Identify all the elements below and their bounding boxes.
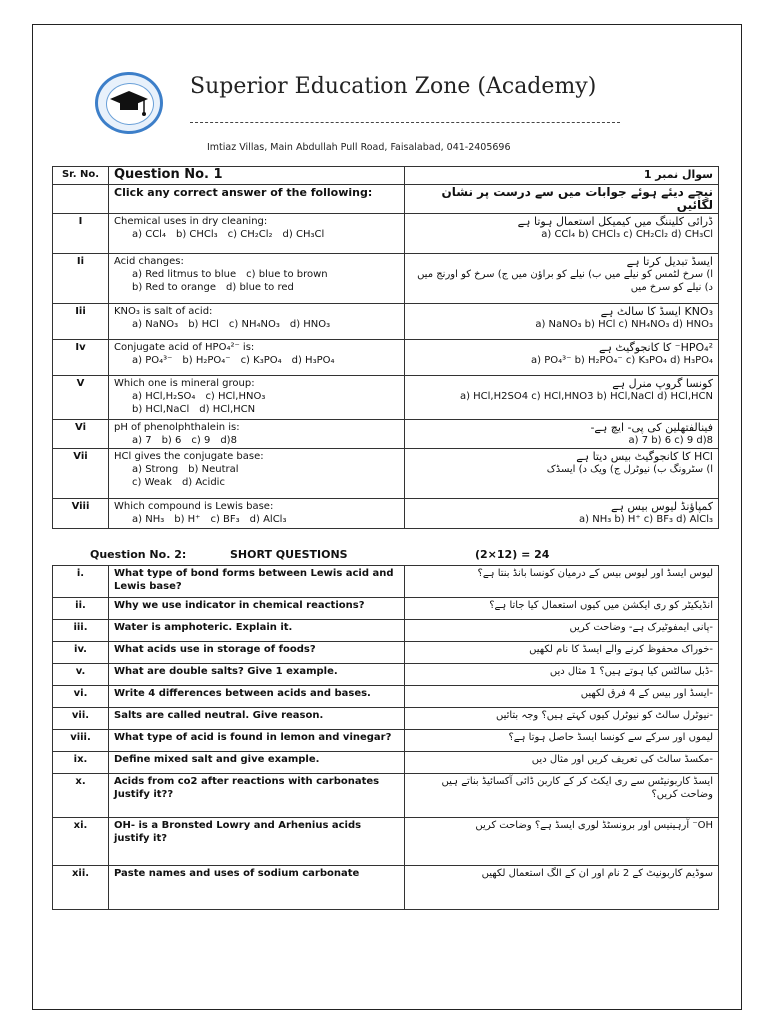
options-urdu: a) 7 b) 6 c) 9 d)8 xyxy=(628,435,713,446)
option-b[interactable]: c) Weak xyxy=(132,477,172,488)
option-a[interactable]: a) CCl₄ xyxy=(132,229,166,240)
question-text: Why we use indicator in chemical reactions? xyxy=(109,598,405,620)
option-c[interactable]: c) blue to brown xyxy=(246,269,328,280)
mcq-row xyxy=(53,449,719,499)
question-text: Water is amphoteric. Explain it. xyxy=(109,620,405,642)
question-number: Viii xyxy=(53,499,109,529)
question-number: iii. xyxy=(53,620,109,642)
option-c[interactable]: c) CH₂Cl₂ xyxy=(227,229,273,240)
option-d[interactable]: d) H₃PO₄ xyxy=(291,355,335,366)
question-number: v. xyxy=(53,664,109,686)
graduation-cap-icon xyxy=(108,87,150,121)
option-a[interactable]: a) Red litmus to blue xyxy=(132,269,237,280)
question-number: V xyxy=(53,376,109,420)
question-cell xyxy=(109,449,405,499)
question-2-subtitle: SHORT QUESTIONS xyxy=(230,548,348,561)
question-text-urdu: HPO₄²⁻ کا کانجوگیٹ ہے xyxy=(599,341,713,354)
question-number: xi. xyxy=(53,818,109,866)
mcq-row xyxy=(53,376,719,420)
question-text-urdu: کمپاؤنڈ لیوس بیس ہے xyxy=(611,500,713,513)
question-text-urdu: ایسڈ کاربونیٹس سے ری ایکٹ کر کے کاربن ڈائی آکسائیڈ بناتے ہیں وضاحت کریں؟ xyxy=(405,774,719,818)
option-d[interactable]: d) Acidic xyxy=(181,477,225,488)
question-number: vi. xyxy=(53,686,109,708)
mcq-row xyxy=(53,340,719,376)
question-text: KNO₃ is salt of acid: xyxy=(114,306,213,317)
question-number: vii. xyxy=(53,708,109,730)
short-question-row xyxy=(53,774,719,818)
options-urdu: a) NaNO₃ b) HCl c) NH₄NO₃ d) HNO₃ xyxy=(535,319,713,330)
option-d[interactable]: d) HNO₃ xyxy=(289,319,331,330)
option-b[interactable]: b) Red to orange xyxy=(132,282,217,293)
address: Imtiaz Villas, Main Abdullah Pull Road, Faisalabad, 041-2405696 xyxy=(207,142,511,153)
options-urdu: a) CCl₄ b) CHCl₃ c) CH₂Cl₂ d) CH₃Cl xyxy=(541,229,713,240)
instruction-urdu: نیچے دیئے ہوئے جوابات میں سے درست پر نشان لگائیں xyxy=(405,185,719,214)
short-question-row xyxy=(53,818,719,866)
question-number: i. xyxy=(53,566,109,598)
question-text: Write 4 differences between acids and bases. xyxy=(109,686,405,708)
question-text: Acids from co2 after reactions with carbonates Justify it?? xyxy=(109,774,405,818)
option-a[interactable]: a) 7 xyxy=(132,435,152,446)
question-text-urdu: ڈرائی کلیننگ میں کیمیکل استعمال ہوتا ہے xyxy=(517,215,713,228)
question-text: pH of phenolphthalein is: xyxy=(114,422,240,433)
urdu-cell xyxy=(405,214,719,254)
question-text-urdu: -ڈبل سالٹس کیا ہوتے ہیں؟ 1 مثال دیں xyxy=(405,664,719,686)
option-b[interactable]: b) HCl xyxy=(188,319,219,330)
short-question-row xyxy=(53,620,719,642)
question-text-urdu: انڈیکیٹر کو ری ایکشن میں کیوں استعمال کیا جاتا ہے؟ xyxy=(405,598,719,620)
question-text-urdu: -خوراک محفوظ کرنے والے ایسڈ کا نام لکھیں xyxy=(405,642,719,664)
question-text-urdu: -پانی ایمفوٹیرک ہے- وضاحت کریں xyxy=(405,620,719,642)
short-question-row xyxy=(53,708,719,730)
question-number: ii. xyxy=(53,598,109,620)
question-cell xyxy=(109,376,405,420)
question-text-urdu: سوڈیم کاربونیٹ کے 2 نام اور ان کے الگ استعمال لکھیں xyxy=(405,866,719,910)
option-d[interactable]: d) HCl,HCN xyxy=(199,404,256,415)
option-a[interactable]: a) HCl,H₂SO₄ xyxy=(132,391,196,402)
question-text: Conjugate acid of HPO₄²⁻ is: xyxy=(114,342,255,353)
sr-no-header: Sr. No. xyxy=(53,167,109,185)
options-urdu: ا) سٹرونگ ب) نیوٹرل ج) ویک د) ایسڈک xyxy=(546,464,713,475)
question-cell xyxy=(109,499,405,529)
question-text-urdu: کونسا گروپ منرل ہے xyxy=(612,377,713,390)
short-question-row xyxy=(53,752,719,774)
option-d[interactable]: d) blue to red xyxy=(226,282,294,293)
question-text: What type of bond forms between Lewis acid and Lewis base? xyxy=(109,566,405,598)
question-text: Define mixed salt and give example. xyxy=(109,752,405,774)
question-number: Iv xyxy=(53,340,109,376)
page-title: Superior Education Zone (Academy) xyxy=(190,74,597,99)
question-cell xyxy=(109,304,405,340)
question-text-urdu: OH⁻ آرہینیس اور برونسٹڈ لوری ایسڈ ہے؟ وضاحت کریں xyxy=(405,818,719,866)
question-text: Which compound is Lewis base: xyxy=(114,501,274,512)
question-number: Vi xyxy=(53,420,109,449)
question-text: What are double salts? Give 1 example. xyxy=(109,664,405,686)
academy-logo xyxy=(95,72,163,134)
question-text-urdu: -نیوٹرل سالٹ کو نیوٹرل کیوں کہتے ہیں؟ وجہ بتائیں xyxy=(405,708,719,730)
option-b[interactable]: b) CHCl₃ xyxy=(175,229,218,240)
option-c[interactable]: c) 9 xyxy=(191,435,211,446)
question-text-urdu: فینالفتھلین کی پی- ایچ ہے- xyxy=(590,421,713,434)
question-cell xyxy=(109,340,405,376)
short-question-row xyxy=(53,642,719,664)
question-text: Chemical uses in dry cleaning: xyxy=(114,216,268,227)
urdu-cell xyxy=(405,420,719,449)
question-text: Paste names and uses of sodium carbonate xyxy=(109,866,405,910)
short-question-row xyxy=(53,866,719,910)
urdu-cell xyxy=(405,254,719,304)
options-urdu: a) PO₄³⁻ b) H₂PO₄⁻ c) K₃PO₄ d) H₃PO₄ xyxy=(530,355,713,366)
option-b[interactable]: b) 6 xyxy=(161,435,182,446)
question-number: x. xyxy=(53,774,109,818)
question-text-urdu: لیموں اور سرکے سے کونسا ایسڈ حاصل ہوتا ہے؟ xyxy=(405,730,719,752)
options-urdu: a) NH₃ b) H⁺ c) BF₃ d) AlCl₃ xyxy=(579,514,713,525)
question-text-urdu: -مکسڈ سالٹ کی تعریف کریں اور مثال دیں xyxy=(405,752,719,774)
question-2-title: Question No. 2: xyxy=(90,548,187,561)
short-question-row xyxy=(53,730,719,752)
urdu-cell xyxy=(405,376,719,420)
short-question-row xyxy=(53,664,719,686)
option-c[interactable]: c) NH₄NO₃ xyxy=(228,319,280,330)
option-a[interactable]: a) NaNO₃ xyxy=(132,319,179,330)
option-a[interactable]: a) Strong xyxy=(132,464,179,475)
empty-cell xyxy=(53,185,109,214)
question-number: viii. xyxy=(53,730,109,752)
short-question-row xyxy=(53,566,719,598)
question-number: ix. xyxy=(53,752,109,774)
question-cell xyxy=(109,254,405,304)
mcq-row xyxy=(53,214,719,254)
urdu-cell xyxy=(405,499,719,529)
mcq-row xyxy=(53,304,719,340)
option-b[interactable]: b) H⁺ xyxy=(174,514,201,525)
question-text-urdu: -ایسڈ اور بیس کے 4 فرق لکھیں xyxy=(405,686,719,708)
option-a[interactable]: a) PO₄³⁻ xyxy=(132,355,173,366)
option-b[interactable]: b) H₂PO₄⁻ xyxy=(182,355,231,366)
urdu-cell xyxy=(405,304,719,340)
question-text-urdu: ایسڈ تبدیل کرتا ہے xyxy=(626,255,713,268)
mcq-row xyxy=(53,254,719,304)
question-text: What acids use in storage of foods? xyxy=(109,642,405,664)
question-text-urdu: KNO₃ ایسڈ کا سالٹ ہے xyxy=(600,305,713,318)
mcq-table xyxy=(52,166,719,529)
option-d[interactable]: d) AlCl₃ xyxy=(249,514,287,525)
question-text: Which one is mineral group: xyxy=(114,378,255,389)
question-text: OH- is a Bronsted Lowry and Arhenius acids justify it? xyxy=(109,818,405,866)
mcq-row xyxy=(53,420,719,449)
question-number: iv. xyxy=(53,642,109,664)
question-cell xyxy=(109,420,405,449)
question-text: Salts are called neutral. Give reason. xyxy=(109,708,405,730)
urdu-cell xyxy=(405,449,719,499)
short-questions-table xyxy=(52,565,719,910)
question-text-urdu: لیوس ایسڈ اور لیوس بیس کے درمیان کونسا بانڈ بنتا ہے؟ xyxy=(405,566,719,598)
option-c[interactable]: b) Neutral xyxy=(188,464,239,475)
question-number: xii. xyxy=(53,866,109,910)
option-c[interactable]: c) BF₃ xyxy=(210,514,240,525)
short-question-row xyxy=(53,686,719,708)
urdu-cell xyxy=(405,340,719,376)
question-text: HCl gives the conjugate base: xyxy=(114,451,264,462)
option-c[interactable]: c) K₃PO₄ xyxy=(240,355,282,366)
question-1-title-urdu: سوال نمبر 1 xyxy=(405,167,719,185)
option-d[interactable]: d)8 xyxy=(220,435,237,446)
option-b[interactable]: b) HCl,NaCl xyxy=(132,404,190,415)
question-1-title: Question No. 1 xyxy=(109,167,405,185)
question-number: Ii xyxy=(53,254,109,304)
mcq-row xyxy=(53,499,719,529)
question-text: Acid changes: xyxy=(114,256,184,267)
option-a[interactable]: a) NH₃ xyxy=(132,514,165,525)
question-2-marks: (2×12) = 24 xyxy=(475,548,550,561)
instruction: Click any correct answer of the following: xyxy=(109,185,405,214)
options-urdu: ا) سرخ لٹمس کو نیلے میں ب) نیلے کو براؤن میں ج) سرخ کو اورنج میں د) نیلے کو سرخ میں xyxy=(417,269,713,293)
question-text: What type of acid is found in lemon and vinegar? xyxy=(109,730,405,752)
options-urdu: a) HCl,H2SO4 c) HCl,HNO3 b) HCl,NaCl d) HCl,HCN xyxy=(459,391,713,402)
question-number: I xyxy=(53,214,109,254)
divider xyxy=(190,122,620,123)
question-number: Vii xyxy=(53,449,109,499)
option-c[interactable]: c) HCl,HNO₃ xyxy=(205,391,266,402)
question-number: Iii xyxy=(53,304,109,340)
question-text-urdu: HCl کا کانجوگیٹ بیس دیتا ہے xyxy=(576,450,713,463)
short-question-row xyxy=(53,598,719,620)
question-cell xyxy=(109,214,405,254)
option-d[interactable]: d) CH₃Cl xyxy=(282,229,325,240)
